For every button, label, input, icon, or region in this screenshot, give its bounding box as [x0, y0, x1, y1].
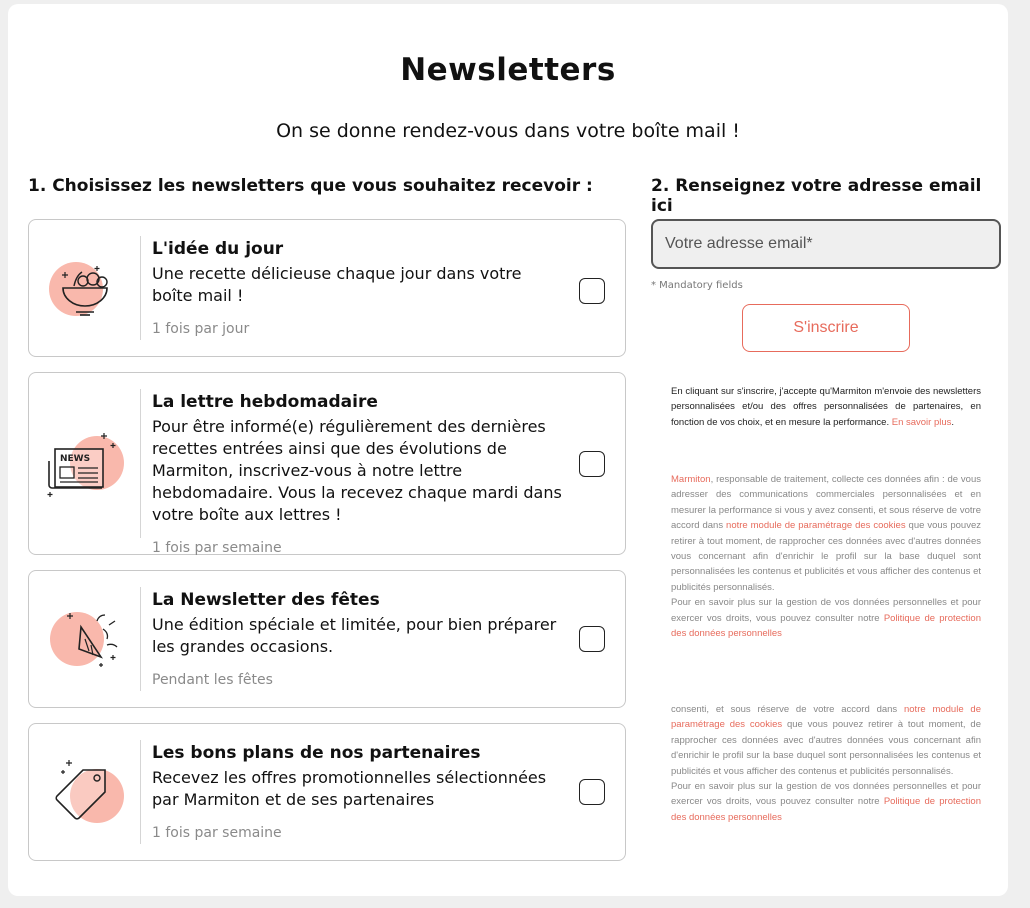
card-frequency: 1 fois par semaine [152, 540, 282, 556]
card-divider [140, 587, 141, 691]
page-subtitle: On se donne rendez-vous dans votre boîte mail ! [276, 120, 740, 142]
card-title: La Newsletter des fêtes [152, 590, 380, 610]
newsletter-card-lettre-hebdomadaire[interactable] [28, 372, 626, 555]
card-description: Pour être informé(e) régulièrement des dernières recettes entrées ainsi que des évolutions de Marmiton, inscrivez-vous à notre lettre hebdomadaire. Vous la recevez chaque mardi dans votre boîte aux lettres ! [152, 417, 562, 524]
newsletter-card-bons-plans-partenaires[interactable] [28, 723, 626, 861]
card-text [152, 742, 567, 841]
card-text [152, 238, 567, 337]
page-title: Newsletters [400, 52, 616, 88]
subscribe-checkbox-idee-du-jour[interactable] [579, 278, 605, 304]
card-text [152, 589, 567, 688]
newsletter-panel [8, 4, 1008, 896]
privacy-notice-repeat [671, 702, 981, 825]
card-frequency: Pendant les fêtes [152, 672, 273, 688]
privacy-notice-scroll[interactable] [671, 704, 981, 879]
salad-bowl-icon [43, 248, 125, 330]
card-description: Recevez les offres promotionnelles sélectionnées par Marmiton et de ses partenaires [152, 768, 547, 809]
card-description: Une recette délicieuse chaque jour dans votre boîte mail ! [152, 264, 522, 305]
privacy-repeat-text-3: Pour en savoir plus sur la gestion de vos données personnelles et pour exercer vos droits, vous pouvez consulter notre [671, 781, 981, 808]
card-title: La lettre hebdomadaire [152, 392, 378, 412]
privacy-text-2: que vous pouvez retirer à tout moment, de rapprocher ces données avec d'autres données vous concernant afin d'enrichir le profil sur la base duquel sont personnalisées les contenus et publicités et vous afficher des contenus et publicités personnalisés. [671, 520, 981, 593]
card-frequency: 1 fois par jour [152, 321, 250, 337]
consent-text: En cliquant sur s'inscrire, j'accepte qu'Marmiton m'envoie des newsletters personnalisées et/ou des offres personnalisées de partenaires, en fonction de vos choix, et en mesure la performance. En savoir plus. [671, 386, 981, 428]
privacy-repeat-text-2: que vous pouvez retirer à tout moment, de rapprocher ces données avec d'autres données vous concernant afin d'enrichir le profil sur la base duquel sont personnalisées les contenus et publicités et vous afficher des contenus et publicités personnalisés. [671, 719, 981, 777]
email-heading: 2. Renseignez votre adresse email ici [651, 176, 982, 216]
email-input[interactable] [651, 219, 1001, 269]
privacy-text-1: , responsable de traitement, collecte ces données afin : de vous adresser des communications commerciales personnalisées et en mesurer la performance si vous y avez consenti, et sous réserve de votre accord dans [671, 474, 981, 532]
subscribe-checkbox-bons-plans[interactable] [579, 779, 605, 805]
controller-link[interactable]: Marmiton [671, 474, 711, 485]
subscribe-checkbox-newsletter-des-fetes[interactable] [579, 626, 605, 652]
newsletter-card-newsletter-des-fetes[interactable] [28, 570, 626, 708]
mandatory-note: * Mandatory fields [651, 280, 743, 291]
cookie-settings-link-2[interactable]: notre module de paramétrage des cookies [671, 704, 981, 731]
learn-more-link[interactable]: En savoir plus [891, 416, 952, 428]
cookie-settings-link[interactable]: notre module de paramétrage des cookies [726, 520, 906, 532]
consent-body: En cliquant sur s'inscrire, j'accepte qu'Marmiton m'envoie des newsletters personnalisées et/ou des offres personnalisées de partenaires, en fonction de vos choix, et en mesure la performance. [671, 386, 981, 428]
subscribe-button[interactable]: S'inscrire [742, 304, 910, 352]
privacy-policy-link-2[interactable]: Politique de protection des données personnelles [671, 796, 981, 823]
newspaper-icon-label: NEWS [60, 454, 91, 464]
card-title: L'idée du jour [152, 239, 284, 259]
card-divider [140, 236, 141, 340]
card-divider [140, 389, 141, 538]
card-title: Les bons plans de nos partenaires [152, 743, 481, 763]
card-text [152, 391, 567, 556]
subscribe-checkbox-lettre-hebdomadaire[interactable] [579, 451, 605, 477]
privacy-policy-link[interactable]: Politique de protection des données personnelles [671, 612, 981, 640]
card-description: Une édition spéciale et limitée, pour bien préparer les grandes occasions. [152, 615, 557, 656]
party-popper-icon [43, 599, 125, 681]
newsletter-card-idee-du-jour[interactable] [28, 219, 626, 357]
privacy-notice [671, 472, 981, 641]
privacy-repeat-text-1: consenti, et sous réserve de votre accord dans [671, 704, 904, 715]
card-frequency: 1 fois par semaine [152, 825, 282, 841]
newspaper-icon [43, 425, 125, 507]
card-divider [140, 740, 141, 844]
price-tag-icon [43, 752, 125, 834]
choose-heading: 1. Choisissez les newsletters que vous souhaitez recevoir : [28, 176, 593, 196]
privacy-text-3: Pour en savoir plus sur la gestion de vos données personnelles et pour exercer vos droits, vous pouvez consulter notre [671, 597, 981, 624]
